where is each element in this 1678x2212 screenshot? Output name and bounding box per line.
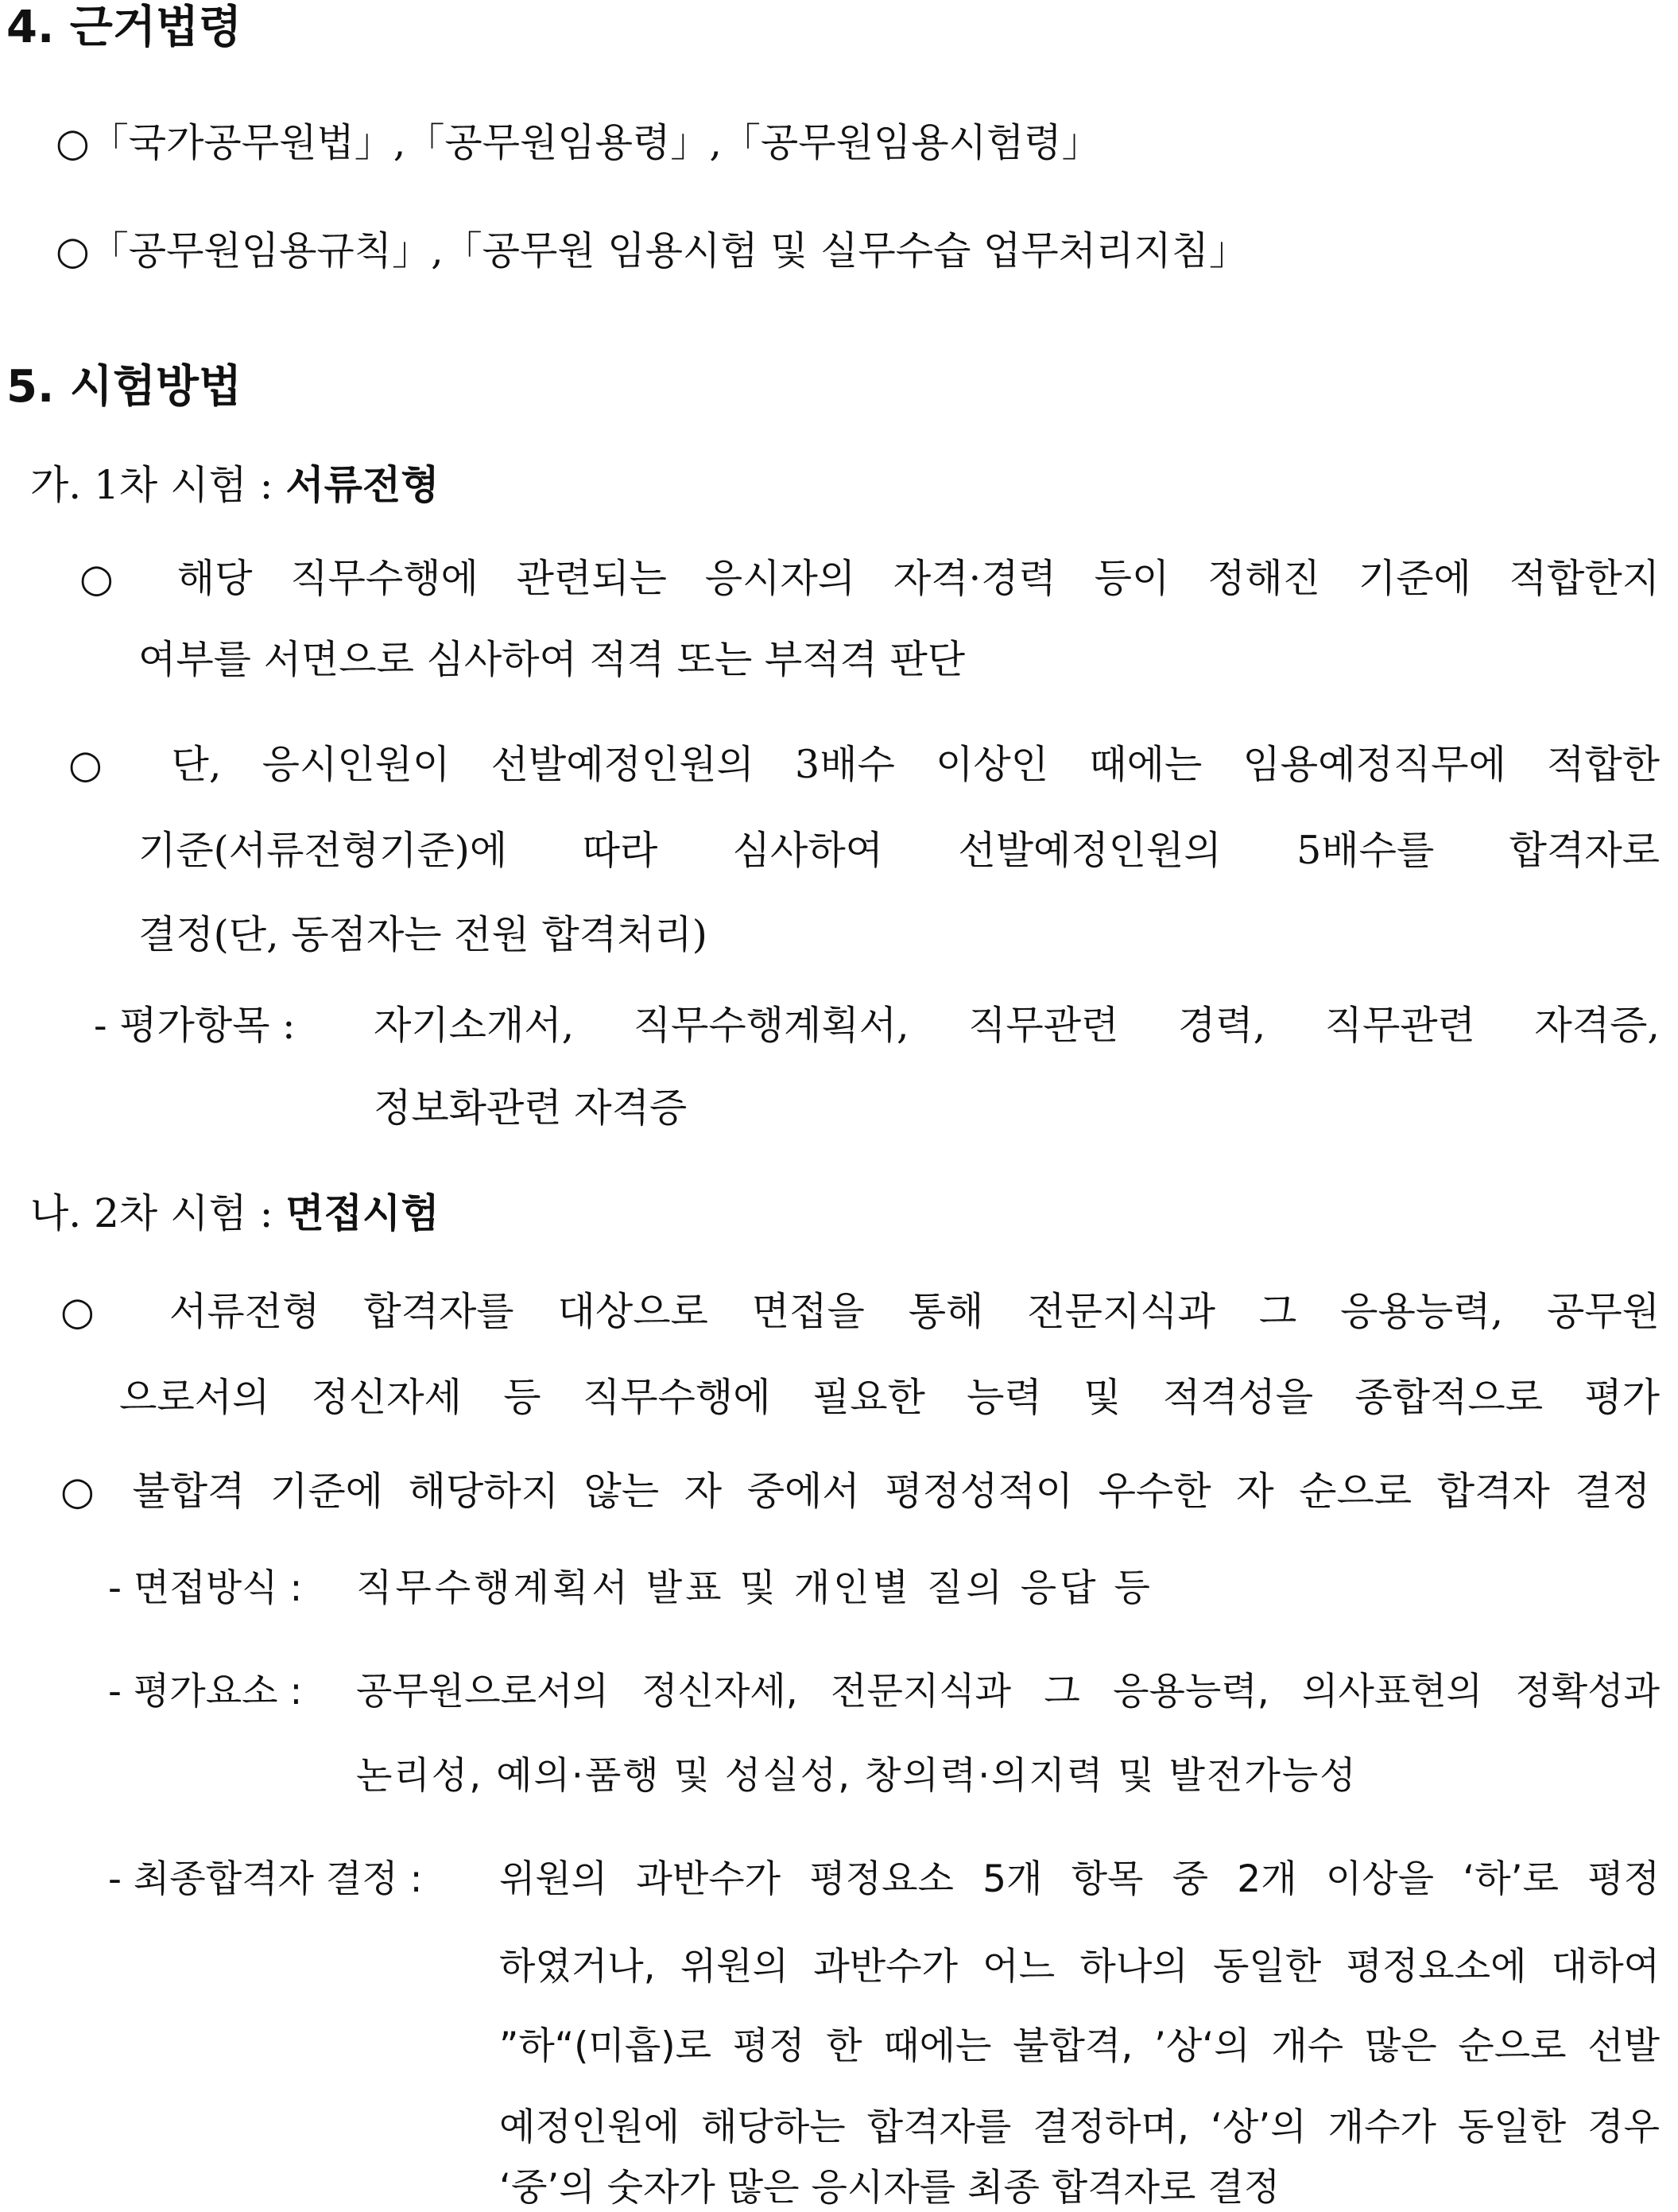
final-decision-line5: ‘중’의 숫자가 많은 응시자를 최종 합격자로 결정 bbox=[499, 2166, 1281, 2210]
first-exam-para2-line2: 기준(서류전형기준)에 따라 심사하여 선발예정인원의 5배수를 합격자로 bbox=[138, 828, 1660, 873]
interview-method-text: 직무수행계획서 발표 및 개인별 질의 응답 등 bbox=[356, 1566, 1153, 1610]
eval-items-line2: 정보화관련 자격증 bbox=[374, 1085, 688, 1131]
interview-method-label: - 면접방식 : bbox=[108, 1566, 303, 1610]
second-exam-para1-line1: ○ 서류전형 합격자를 대상으로 면접을 통해 전문지식과 그 응용능력, 공무원 bbox=[60, 1289, 1660, 1334]
first-exam-para2-line1: ○ 단, 응시인원이 선발예정인원의 3배수 이상인 때에는 임용예정직무에 적합한 bbox=[68, 742, 1660, 787]
eval-elements-label: - 평가요소 : bbox=[108, 1670, 303, 1713]
first-exam-heading bbox=[30, 461, 440, 509]
law-list-line-1: ○「국가공무원법」,「공무원임용령」,「공무원임용시험령」 bbox=[56, 120, 1101, 165]
final-decision-line1: 위원의 과반수가 평정요소 5개 항목 중 2개 이상을 ‘하’로 평정 bbox=[499, 1857, 1660, 1901]
second-exam-para1-line2: 으로서의 정신자세 등 직무수행에 필요한 능력 및 적격성을 종합적으로 평가 bbox=[119, 1375, 1660, 1420]
final-decision-label: - 최종합격자 결정 : bbox=[108, 1857, 423, 1901]
final-decision-line4: 예정인원에 해당하는 합격자를 결정하며, ‘상’의 개수가 동일한 경우 bbox=[499, 2105, 1660, 2149]
eval-items-label: - 평가항목 : bbox=[94, 1003, 296, 1048]
section-4-title: 4. 근거법령 bbox=[6, 2, 242, 53]
second-exam-type: 면접시험 bbox=[285, 1189, 440, 1236]
eval-items-line1: 자기소개서, 직무수행계획서, 직무관련 경력, 직무관련 자격증, bbox=[374, 1003, 1660, 1048]
final-decision-line3: ”하“(미흡)로 평정 한 때에는 불합격, ’상‘의 개수 많은 순으로 선발 bbox=[499, 2024, 1660, 2068]
first-exam-para1-line1: ○ 해당 직무수행에 관련되는 응시자의 자격·경력 등이 정해진 기준에 적합한지 bbox=[79, 556, 1660, 601]
first-exam-label: 가. 1차 시험 : bbox=[30, 462, 286, 508]
eval-elements-line2: 논리성, 예의·품행 및 성실성, 창의력·의지력 및 발전가능성 bbox=[356, 1754, 1358, 1798]
first-exam-para2-line3: 결정(단, 동점자는 전원 합격처리) bbox=[138, 912, 707, 957]
first-exam-type: 서류전형 bbox=[285, 461, 440, 508]
second-exam-heading bbox=[30, 1189, 440, 1237]
second-exam-label: 나. 2차 시험 : bbox=[30, 1190, 286, 1236]
second-exam-para2: ○ 불합격 기준에 해당하지 않는 자 중에서 평정성적이 우수한 자 순으로 합격자 결정 bbox=[60, 1469, 1650, 1514]
first-exam-para1-line2: 여부를 서면으로 심사하여 적격 또는 부적격 판단 bbox=[138, 637, 966, 682]
law-list-line-2: ○「공무원임용규칙」,「공무원 임용시험 및 실무수습 업무처리지침」 bbox=[56, 228, 1248, 274]
final-decision-line2: 하였거나, 위원의 과반수가 어느 하나의 동일한 평정요소에 대하여 bbox=[499, 1945, 1660, 1989]
eval-elements-line1: 공무원으로서의 정신자세, 전문지식과 그 응용능력, 의사표현의 정확성과 bbox=[356, 1670, 1660, 1713]
section-5-title: 5. 시험방법 bbox=[6, 361, 242, 413]
